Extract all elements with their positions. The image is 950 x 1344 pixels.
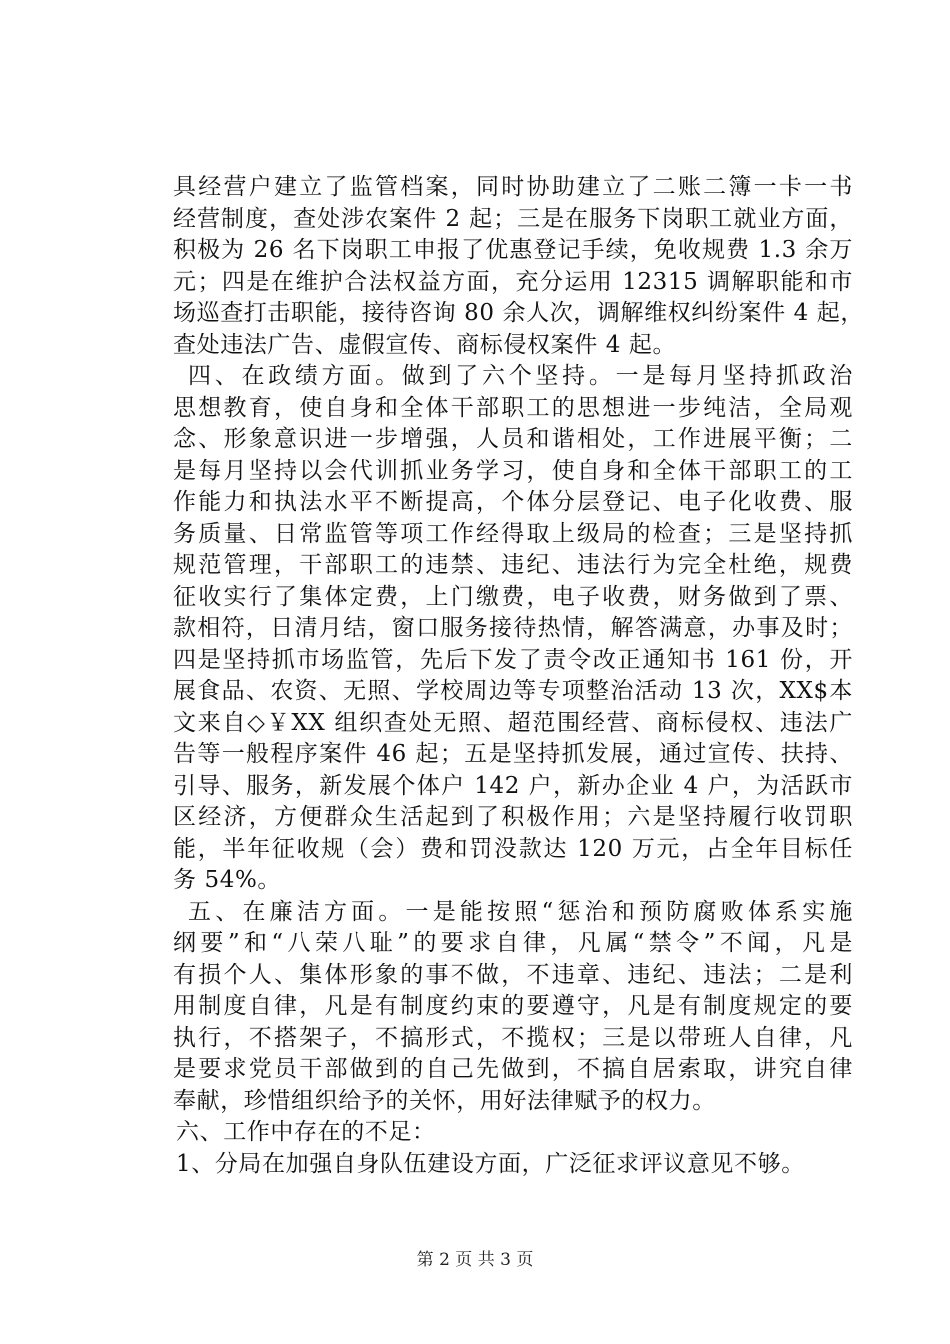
text-line: 1、分局在加强自身队伍建设方面，广泛征求评议意见不够。 <box>176 1150 805 1177</box>
text-line: 有损个人、集体形象的事不做，不违章、违纪、违法；二是利 <box>173 961 853 988</box>
text-line: 念、形象意识进一步增强，人员和谐相处，工作进展平衡；二 <box>173 426 853 452</box>
text-line: 纲要”和“八荣八耻”的要求自律，凡属“禁令”不闻，凡是 <box>173 930 853 956</box>
text-line: 务质量、日常监管等项工作经得取上级局的检查；三是坚持抓 <box>173 520 853 547</box>
text-line: 执行，不搭架子，不搞形式，不揽权；三是以带班人自律，凡 <box>173 1024 853 1051</box>
text-line: 元；四是在维护合法权益方面，充分运用 12315 调解职能和市 <box>173 268 853 295</box>
text-line: 引导、服务，新发展个体户 142 户，新办企业 4 户，为活跃市 <box>173 772 853 799</box>
text-line: 规范管理，干部职工的违禁、违纪、违法行为完全杜绝，规费 <box>173 552 853 578</box>
text-line: 具经营户建立了监管档案，同时协助建立了二账二簿一卡一书 <box>173 174 853 200</box>
text-line: 告等一般程序案件 46 起；五是坚持抓发展，通过宣传、扶持、 <box>173 741 853 767</box>
text-line: 用制度自律，凡是有制度约束的要遵守，凡是有制度规定的要 <box>173 993 853 1019</box>
text-line: 场巡查打击职能，接待咨询 80 余人次，调解维权纠纷案件 4 起， <box>173 300 864 326</box>
text-line: 能，半年征收规（会）费和罚没款达 120 万元，占全年目标任 <box>173 835 853 862</box>
text-line: 文来自◇￥XX 组织查处无照、超范围经营、商标侵权、违法广 <box>173 709 853 736</box>
text-line: 是每月坚持以会代训抓业务学习，使自身和全体干部职工的工 <box>173 457 853 484</box>
text-line: 区经济，方便群众生活起到了积极作用；六是坚持履行收罚职 <box>173 804 853 830</box>
text-line: 作能力和执法水平不断提高，个体分层登记、电子化收费、服 <box>173 489 853 515</box>
text-line: 查处违法广告、虚假宣传、商标侵权案件 4 起。 <box>173 331 677 358</box>
text-line: 奉献，珍惜组织给予的关怀，用好法律赋予的权力。 <box>173 1087 716 1114</box>
page-number-footer: 第 2 页 共 3 页 <box>416 1250 534 1270</box>
text-line: 征收实行了集体定费，上门缴费，电子收费，财务做到了票、 <box>173 583 853 610</box>
text-line: 积极为 26 名下岗职工申报了优惠登记手续，免收规费 1.3 余万 <box>173 237 853 263</box>
text-line: 是要求党员干部做到的自己先做到，不搞自居索取，讲究自律 <box>173 1056 853 1082</box>
text-line: 思想教育，使自身和全体干部职工的思想进一步纯洁，全局观 <box>173 394 853 421</box>
paragraph-heading-shortcomings: 六、工作中存在的不足： <box>176 1119 436 1145</box>
paragraph-heading-integrity: 五、在廉洁方面。一是能按照“惩治和预防腐败体系实施 <box>188 898 853 925</box>
text-line: 款相符，日清月结，窗口服务接待热情，解答满意，办事及时； <box>173 615 853 641</box>
body-text <box>173 172 864 1180</box>
text-line: 务 54%。 <box>173 867 282 893</box>
text-line: 经营制度，查处涉农案件 2 起；三是在服务下岗职工就业方面， <box>173 205 853 232</box>
text-line: 四是坚持抓市场监管，先后下发了责令改正通知书 161 份，开 <box>173 646 853 673</box>
text-line: 展食品、农资、无照、学校周边等专项整治活动 13 次，XX$本 <box>173 678 853 704</box>
paragraph-heading-politics: 四、在政绩方面。做到了六个坚持。一是每月坚持抓政治 <box>188 363 853 389</box>
